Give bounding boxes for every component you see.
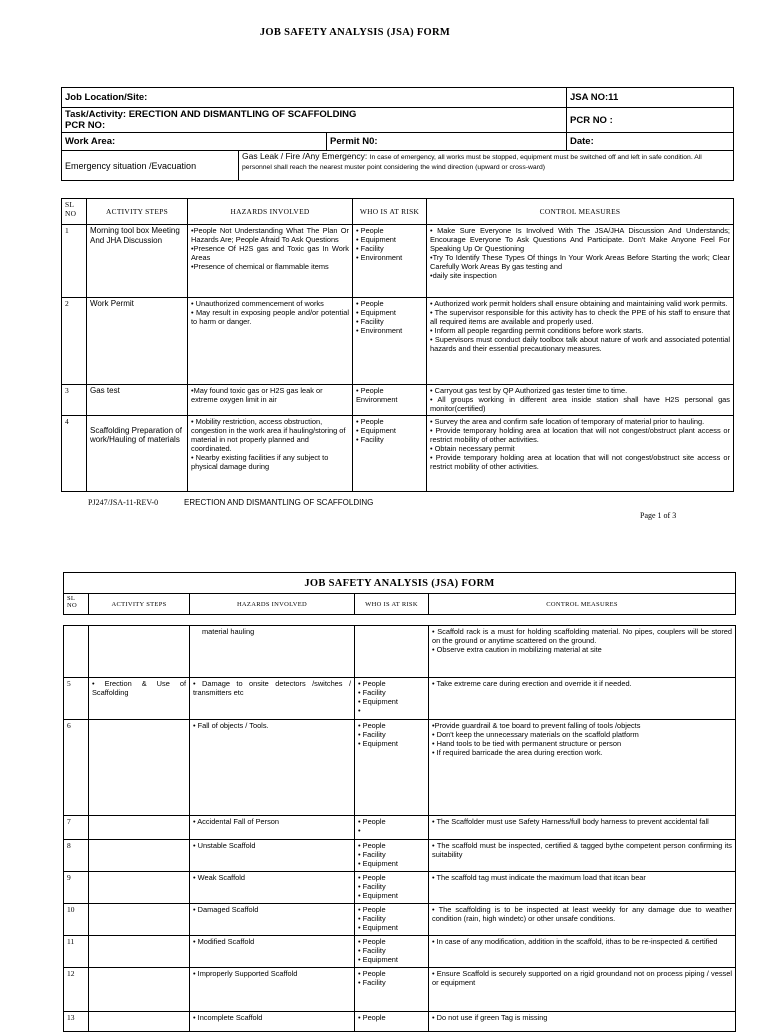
- header-hazards-involved: HAZARDS INVOLVED: [190, 594, 355, 615]
- control-item: • Inform all people regarding permit conditions before work starts.: [430, 326, 644, 335]
- hazard-item: • Damage to onsite detectors /switches / transmitters etc: [193, 679, 351, 697]
- control-item: • All groups working in different area inside station shall have H2S personal gas monitor(certified): [430, 395, 730, 413]
- hazard-item: • Incomplete Scaffold: [193, 1013, 263, 1022]
- table-row: [62, 225, 734, 298]
- control-cell: [429, 816, 736, 840]
- row-sl-number: 11: [64, 936, 89, 968]
- who-item: • Equipment: [358, 739, 398, 748]
- who-item: • Equipment: [358, 891, 398, 900]
- who-item: • People: [358, 937, 386, 946]
- control-item: • The scaffolding is to be inspected at least weekly for any damage due to weather condition (rain, high windetc) or other unsafe conditions.: [432, 905, 732, 923]
- hazards-cell: [190, 872, 355, 904]
- control-item: • Do not use if green Tag is missing: [432, 1013, 548, 1022]
- control-cell: [429, 840, 736, 872]
- activity-cell: [89, 816, 190, 840]
- who-item: • Facility: [356, 317, 384, 326]
- hazard-item: • Improperly Supported Scaffold: [193, 969, 298, 978]
- control-cell: [429, 936, 736, 968]
- who-item: • People: [358, 1013, 386, 1022]
- control-item: • Hand tools to be tied with permanent structure or person: [432, 739, 622, 748]
- who-cell: [355, 840, 429, 872]
- jsa-info-table: [61, 87, 734, 181]
- activity-cell: Morning tool box Meeting And JHA Discussion: [87, 225, 188, 298]
- row-sl-number: 5: [64, 678, 89, 720]
- header-sl-no: SL NO: [64, 594, 89, 615]
- header-who-is-at-risk: WHO IS AT RISK: [353, 199, 427, 225]
- table-row: [64, 840, 736, 872]
- control-cell: [429, 626, 736, 678]
- hazards-cell: [190, 678, 355, 720]
- header-activity-steps: ACTIVITY STEPS: [87, 199, 188, 225]
- control-item: •Try To Identify These Types Of things In Your Work Areas Before Starting the work; Clear Carefully Work Areas By gas testing and: [430, 253, 730, 271]
- who-item: • People: [358, 969, 386, 978]
- pcr-no-label: PCR NO :: [570, 114, 613, 126]
- table-row: [62, 416, 734, 492]
- who-item: Environment: [356, 395, 398, 404]
- hazards-cell: [190, 720, 355, 816]
- who-item: • Facility: [358, 882, 386, 891]
- control-cell: [429, 904, 736, 936]
- who-item: •: [358, 706, 361, 715]
- control-item: • Ensure Scaffold is securely supported on a rigid groundand not on process piping / vessel or equipment: [432, 969, 732, 987]
- date-label: Date:: [570, 136, 594, 147]
- row-sl-number: 3: [62, 385, 87, 416]
- who-cell: [353, 385, 427, 416]
- control-item: • Carryout gas test by QP Authorized gas tester time to time.: [430, 386, 628, 395]
- emergency-text: In case of emergency, all works must be stopped, equipment must be switched off and left in safe condition. All personnel shall reach the nearest muster point considering the wind direction (upward or cross-ward): [242, 154, 702, 171]
- row-sl-number: 8: [64, 840, 89, 872]
- emergency-heading: Gas Leak / Fire /Any Emergency:: [242, 151, 370, 161]
- control-item: • The supervisor responsible for this activity has to check the PPE of his staff to ensure that all required items are available and properly used.: [430, 308, 730, 326]
- hazard-item: • Fall of objects / Tools.: [193, 721, 269, 730]
- control-item: • Observe extra caution in mobilizing material at site: [432, 645, 602, 654]
- hazard-item: • Accidental Fall of Person: [193, 817, 279, 826]
- header-sl-no: SL NO: [62, 199, 87, 225]
- who-item: • Facility: [356, 435, 384, 444]
- row-sl-number: 9: [64, 872, 89, 904]
- work-area-label: Work Area:: [65, 136, 116, 147]
- table-row: [64, 626, 736, 678]
- who-item: • People: [358, 721, 386, 730]
- table-row: [64, 968, 736, 1012]
- header-hazards-involved: HAZARDS INVOLVED: [188, 199, 353, 225]
- control-item: • Make Sure Everyone Is Involved With The JSA/JHA Discussion And Understands; Encourage Everyone To Ask Questions And Participate. Don't Make Anyone Feel For Speaking Up Or Questioning: [430, 226, 730, 253]
- hazard-item: • May result in exposing people and/or potential to harm or danger.: [191, 308, 349, 326]
- header-who-is-at-risk: WHO IS AT RISK: [355, 594, 429, 615]
- hazards-cell: [190, 816, 355, 840]
- row-sl-number: 7: [64, 816, 89, 840]
- control-cell: [429, 968, 736, 1012]
- table-row: [64, 816, 736, 840]
- hazard-item: • Damaged Scaffold: [193, 905, 259, 914]
- control-item: • Don't keep the unnecessary materials on the scaffold platform: [432, 730, 639, 739]
- hazards-cell: [188, 298, 353, 385]
- control-item: • In case of any modification, addition in the scaffold, ithas to be re-inspected & certified: [432, 937, 718, 946]
- job-location-label: Job Location/Site:: [65, 92, 148, 103]
- who-item: • Equipment: [358, 923, 398, 932]
- who-item: • People: [356, 226, 384, 235]
- who-cell: [355, 904, 429, 936]
- hazard-item: • Modified Scaffold: [193, 937, 255, 946]
- activity-cell: [89, 936, 190, 968]
- who-cell: [355, 678, 429, 720]
- hazards-cell: [190, 1012, 355, 1032]
- control-item: • The Scaffolder must use Safety Harness/full body harness to prevent accidental fall: [432, 817, 709, 826]
- hazard-item: • Weak Scaffold: [193, 873, 246, 882]
- hazards-cell: [190, 626, 355, 678]
- table-row: [62, 385, 734, 416]
- hazards-cell: [190, 936, 355, 968]
- activity-cell: [89, 904, 190, 936]
- header-control-measures: CONTROL MEASURES: [427, 199, 734, 225]
- control-cell: [427, 416, 734, 492]
- who-item: • People: [358, 817, 386, 826]
- control-cell: [427, 225, 734, 298]
- hazards-cell: [190, 968, 355, 1012]
- control-item: • Provide temporary holding area at location that will not congest/obstruct site access or restrict mobility of other activities.: [430, 453, 730, 471]
- hazard-item: • Unauthorized commencement of works: [191, 299, 324, 308]
- who-cell: [355, 1012, 429, 1032]
- hazards-cell: [188, 385, 353, 416]
- activity-cell: [89, 1012, 190, 1032]
- who-item: •: [358, 826, 361, 835]
- who-item: • People: [356, 299, 384, 308]
- hazards-cell: [188, 225, 353, 298]
- who-item: • Equipment: [358, 955, 398, 964]
- who-item: • Facility: [358, 978, 386, 987]
- who-item: • Equipment: [356, 308, 396, 317]
- who-item: • Equipment: [356, 235, 396, 244]
- hazards-cell: [190, 904, 355, 936]
- hazard-item: material hauling: [202, 627, 255, 636]
- header-control-measures: CONTROL MEASURES: [429, 594, 736, 615]
- hazard-item: •May found toxic gas or H2S gas leak or extreme oxygen limit in air: [191, 386, 323, 404]
- control-item: • Authorized work permit holders shall ensure obtaining and maintaining valid work permits.: [430, 299, 728, 308]
- control-cell: [429, 872, 736, 904]
- activity-cell: Scaffolding Preparation of work/Hauling of materials: [87, 416, 188, 492]
- who-cell: [355, 626, 429, 678]
- row-sl-number: 4: [62, 416, 87, 492]
- who-item: • Equipment: [358, 859, 398, 868]
- hazard-item: • Unstable Scaffold: [193, 841, 256, 850]
- who-cell: [355, 872, 429, 904]
- activity-cell: [89, 968, 190, 1012]
- control-item: •Provide guardrail & toe board to prevent falling of tools /objects: [432, 721, 641, 730]
- who-item: • People: [358, 905, 386, 914]
- hazards-cell: [190, 840, 355, 872]
- activity-cell: [89, 872, 190, 904]
- who-cell: [355, 816, 429, 840]
- who-item: • Facility: [358, 730, 386, 739]
- control-item: • If required barricade the area during erection work.: [432, 748, 603, 757]
- table-row: [62, 298, 734, 385]
- who-cell: [355, 936, 429, 968]
- activity-cell: • Erection & Use of Scaffolding: [89, 678, 190, 720]
- who-item: • Facility: [358, 914, 386, 923]
- control-item: • Take extreme care during erection and override it if needed.: [432, 679, 632, 688]
- row-sl-number: 10: [64, 904, 89, 936]
- footer-doc-title: ERECTION AND DISMANTLING OF SCAFFOLDING: [184, 498, 374, 507]
- row-sl-number: 12: [64, 968, 89, 1012]
- who-item: • People: [356, 417, 384, 426]
- who-item: • Facility: [358, 688, 386, 697]
- table-row: [64, 904, 736, 936]
- row-sl-number: 2: [62, 298, 87, 385]
- who-item: • Equipment: [358, 697, 398, 706]
- who-cell: [353, 416, 427, 492]
- who-item: • Facility: [358, 850, 386, 859]
- control-cell: [427, 385, 734, 416]
- who-item: • Environment: [356, 253, 403, 262]
- who-item: • People: [356, 386, 384, 395]
- header-activity-steps: ACTIVITY STEPS: [89, 594, 190, 615]
- table-row: [64, 936, 736, 968]
- activity-cell: [89, 720, 190, 816]
- table-row: [64, 872, 736, 904]
- row-sl-number: 1: [62, 225, 87, 298]
- who-item: • Equipment: [356, 426, 396, 435]
- control-cell: [429, 678, 736, 720]
- activity-cell: Work Permit: [87, 298, 188, 385]
- hazard-item: •Presence Of H2S gas and Toxic gas In Work Areas: [191, 244, 349, 262]
- row-sl-number: 13: [64, 1012, 89, 1032]
- who-item: • Facility: [356, 244, 384, 253]
- task-pcr-label: PCR NO:: [65, 120, 106, 131]
- hazard-item: • Mobility restriction, access obstruction, congestion in the work area if hauling/storing of material in not properly planned and coordinated.: [191, 417, 346, 453]
- who-item: • Environment: [356, 326, 403, 335]
- control-item: • Survey the area and confirm safe location of temporary of material prior to hauling.: [430, 417, 705, 426]
- hazard-item: •Presence of chemical or flammable items: [191, 262, 329, 271]
- row-sl-number: 6: [64, 720, 89, 816]
- table-row: [64, 678, 736, 720]
- who-item: • People: [358, 841, 386, 850]
- control-cell: [429, 720, 736, 816]
- page1-title: JOB SAFETY ANALYSIS (JSA) FORM: [259, 27, 451, 38]
- control-item: • Provide temporary holding area at location that will not congest/obstruct plant access or restrict mobility of other activities.: [430, 426, 730, 444]
- emergency-label: Emergency situation /Evacuation: [62, 151, 239, 181]
- who-cell: [355, 720, 429, 816]
- control-item: • Scaffold rack is a must for holding scaffolding material. No pipes, couplers will be stored on the ground or anytime scattered on the ground.: [432, 627, 732, 645]
- control-item: •daily site inspection: [430, 271, 497, 280]
- hazard-item: •People Not Understanding What The Plan Or Hazards Are; People Afraid To Ask Questions: [191, 226, 349, 244]
- who-item: • Facility: [358, 946, 386, 955]
- who-cell: [353, 298, 427, 385]
- permit-no-label: Permit N0:: [330, 136, 378, 147]
- jsa-header-table-page2: [63, 572, 736, 615]
- table-row: [64, 720, 736, 816]
- page2-title: JOB SAFETY ANALYSIS (JSA) FORM: [64, 573, 736, 594]
- jsa-table-page1: [61, 198, 734, 492]
- who-item: • People: [358, 679, 386, 688]
- page-number: Page 1 of 3: [640, 511, 677, 520]
- jsa-no-label: JSA NO:11: [570, 92, 619, 103]
- activity-cell: Gas test: [87, 385, 188, 416]
- activity-cell: [89, 626, 190, 678]
- row-sl-number: [64, 626, 89, 678]
- who-item: • People: [358, 873, 386, 882]
- who-cell: [355, 968, 429, 1012]
- control-item: • Obtain necessary permit: [430, 444, 515, 453]
- control-cell: [429, 1012, 736, 1032]
- control-item: • The scaffold must be inspected, certified & tagged bythe competent person confirming its suitability: [432, 841, 732, 859]
- task-activity-label: Task/Activity: ERECTION AND DISMANTLING OF SCAFFOLDING: [65, 109, 357, 120]
- hazards-cell: [188, 416, 353, 492]
- who-cell: [353, 225, 427, 298]
- hazard-item: • Nearby existing facilities if any subject to physical damage during: [191, 453, 329, 471]
- control-cell: [427, 298, 734, 385]
- control-item: • Supervisors must conduct daily toolbox talk about nature of work and associated potential hazards and their essential precautionary measures.: [430, 335, 730, 353]
- control-item: • The scaffold tag must indicate the maximum load that itcan bear: [432, 873, 646, 882]
- activity-cell: [89, 840, 190, 872]
- jsa-table-page2: [63, 625, 736, 1032]
- footer-doc-code: PJ247/JSA-11-REV-0: [88, 498, 159, 507]
- table-row: [64, 1012, 736, 1032]
